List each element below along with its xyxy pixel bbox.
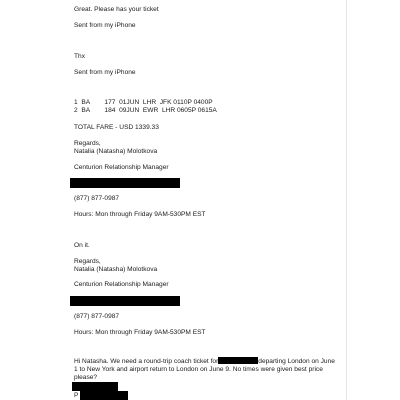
request-text-end: departing London on June 1 to New York and airport return to London on June 9. No times were given best price please? bbox=[74, 358, 335, 381]
signature-title-2: Centurion Relationship Manager bbox=[74, 281, 169, 288]
redaction-block bbox=[80, 391, 128, 400]
sent-from-iphone-1: Sent from my iPhone bbox=[74, 22, 136, 29]
redaction-block bbox=[70, 296, 180, 306]
phone-1: (877) 877-0987 bbox=[74, 195, 120, 202]
itinerary-row-2: 2 BA 184 09JUN EWR LHR 0605P 0615A bbox=[74, 107, 217, 114]
redaction-block bbox=[72, 382, 118, 391]
sent-from-iphone-2: Sent from my iPhone bbox=[74, 69, 136, 76]
closing-initial: P bbox=[74, 392, 79, 399]
hours-1: Hours: Mon through Friday 9AM-530PM EST bbox=[74, 211, 206, 218]
ticket-request bbox=[74, 357, 336, 382]
redaction-block bbox=[70, 178, 180, 188]
page-edge-divider bbox=[346, 0, 347, 400]
request-text-start: Hi Natasha. We need a round-trip coach ticket for bbox=[74, 358, 219, 365]
signature-name-1: Natalia (Natasha) Molotkova bbox=[74, 148, 158, 155]
reply-great: Great. Please has your ticket bbox=[74, 6, 159, 13]
document-page bbox=[64, 0, 344, 400]
itinerary-row-1: 1 BA 177 01JUN LHR JFK 0110P 0400P bbox=[74, 99, 213, 106]
reply-thx: Thx bbox=[74, 53, 85, 60]
reply-on-it: On it. bbox=[74, 242, 90, 249]
hours-2: Hours: Mon through Friday 9AM-530PM EST bbox=[74, 329, 206, 336]
phone-2: (877) 877-0987 bbox=[74, 313, 120, 320]
regards-2: Regards, bbox=[74, 258, 101, 265]
signature-title-1: Centurion Relationship Manager bbox=[74, 164, 169, 171]
redaction-block bbox=[218, 357, 258, 364]
regards-1: Regards, bbox=[74, 140, 101, 147]
total-fare: TOTAL FARE - USD 1339.33 bbox=[74, 124, 159, 131]
signature-name-2: Natalia (Natasha) Molotkova bbox=[74, 266, 158, 273]
